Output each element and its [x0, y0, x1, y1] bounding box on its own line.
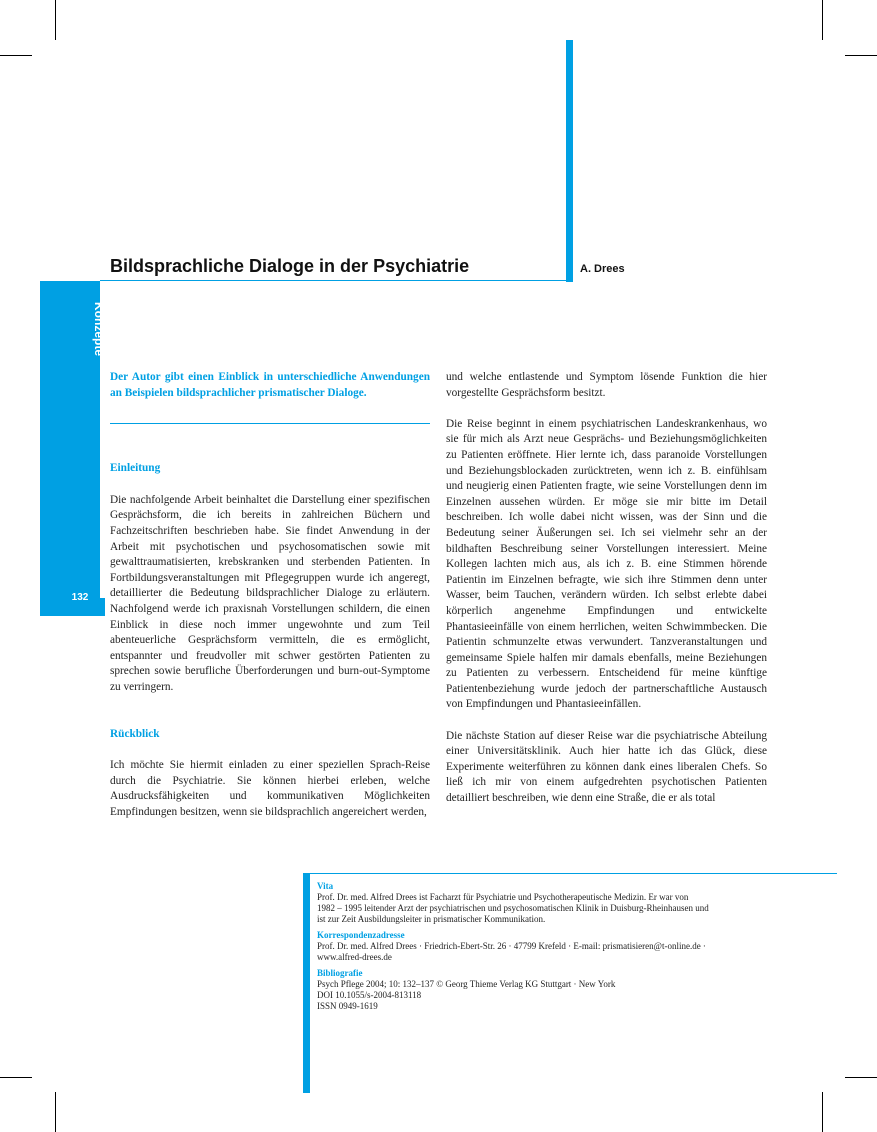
info-accent-bar	[303, 873, 310, 1093]
bibliography-line: DOI 10.1055/s-2004-813118	[317, 990, 422, 1000]
heading-einleitung: Einleitung	[110, 462, 161, 475]
article-author: A. Drees	[580, 263, 625, 275]
heading-rueckblick: Rückblick	[110, 727, 160, 740]
abstract: Der Autor gibt einen Einblick in unterschiedliche Anwendungen an Beispielen bildsprachlicher prismatischer Dialoge.	[110, 371, 430, 399]
vita-line: Prof. Dr. med. Alfred Drees ist Facharzt für Psychiatrie und Psychotherapeutische Medizin. Er war von	[317, 892, 689, 902]
article-title: Bildsprachliche Dialoge in der Psychiatrie	[110, 256, 470, 276]
crop-mark	[55, 1092, 56, 1132]
vita-block	[317, 881, 777, 925]
header-accent-bar	[566, 40, 573, 282]
crop-mark	[845, 1077, 877, 1078]
address-heading: Korrespondenzadresse	[317, 930, 405, 940]
vita-heading: Vita	[317, 881, 334, 891]
paragraph: und welche entlastende und Symptom lösende Funktion die hier vorgestellte Gesprächsform besitzt.	[446, 371, 767, 399]
address-line: www.alfred-drees.de	[317, 952, 392, 962]
crop-mark	[0, 1077, 32, 1078]
bibliography-line: Psych Pflege 2004; 10: 132–137 © Georg Thieme Verlag KG Stuttgart · New York	[317, 979, 616, 989]
crop-mark	[822, 0, 823, 40]
paragraph: Die nächste Station auf dieser Reise war die psychiatrische Abteilung einer Universitätsklinik. Auch hier hatte ich das Glück, diese Experimente weiterführen zu können dank eines liberalen Chefs. So ließ ich mir von einem aufgedrehten psychotischen Patienten detailliert beschreiben, wie denn eine Straße, die er als total	[446, 729, 767, 805]
crop-mark	[845, 55, 877, 56]
paragraph-einleitung: Die nachfolgende Arbeit beinhaltet die Darstellung einer spezifischen Gesprächsform, die ich bereits in zahlreichen Büchern und Fachzeitschriften beschrieben habe. Sie findet Anwendung in der Arbeit mit psychotischen und psychosomatischen sowie mit gewalttraumatisierten, krebskranken und sterbenden Patienten. In Fortbildungsveranstaltungen mit Pflegegruppen wurde ich angeregt, detaillierter die Bedeutung bildsprachlicher Dialoge zu erläutern. Nachfolgend werde ich praxisnah Vorstellungen schildern, die einen Einblick in diese noch immer ungewohnte und zum Teil abenteuerliche Gesprächsform vermitteln, die es ermöglicht, entspannter und freudvoller mit schwer gestörten Patienten zu sprechen sowie berufliche Überforderungen und burn-out-Symptome zu verringern.	[110, 493, 430, 693]
abstract-rule	[110, 423, 430, 424]
crop-mark	[822, 1092, 823, 1132]
bibliography-line: ISSN 0949-1619	[317, 1001, 378, 1011]
bibliography-heading: Bibliografie	[317, 968, 363, 978]
vita-line: ist zur Zeit Ausbildungsleiter in prismatischer Kommunikation.	[317, 914, 546, 924]
section-label: Konzepte	[92, 302, 106, 356]
crop-mark	[55, 0, 56, 40]
bibliography-block	[317, 968, 777, 1012]
title-rule	[100, 280, 570, 281]
address-block	[317, 930, 777, 963]
sidebar-notch	[100, 598, 105, 616]
info-rule	[310, 873, 837, 874]
page-number: 132	[71, 592, 89, 603]
vita-line: 1982 – 1995 leitender Arzt der psychiatrischen und psychosomatischen Klinik in Duisburg-Rheinhausen und	[317, 903, 709, 913]
address-line: Prof. Dr. med. Alfred Drees · Friedrich-Ebert-Str. 26 · 47799 Krefeld · E-mail: prismatisieren@t-online.de ·	[317, 941, 706, 951]
crop-mark	[0, 55, 32, 56]
right-column	[446, 370, 767, 822]
paragraph-rueckblick: Ich möchte Sie hiermit einladen zu einer speziellen Sprach-Reise durch die Psychiatrie. Sie können hierbei erleben, welche Ausdrucksfähigkeiten und kommunikativen Möglichkeiten Empfindungen besitzen, wenn sie bildsprachlich angereichert werden,	[110, 759, 430, 819]
left-column	[110, 370, 430, 836]
info-box	[317, 881, 777, 1017]
paragraph: Die Reise beginnt in einem psychiatrischen Landeskrankenhaus, wo sie für mich als Arzt neue Gesprächs- und Beziehungsmöglichkeiten zu Patienten eröffnete. Hier lernte ich, dass paranoide Vorstellungen und Beziehungsblockaden zurücktreten, wenn ich z. B. einfühlsam und neugierig einen Patienten fragte, wie seine Vorstellungen denn im Einzelnen aussehen würden. Er möge sie mir bitte im Detail beschreiben. Ich wolle dabei nicht wissen, was der Sinn und die Bedeutung seiner Äußerungen sei. Ich sei vielmehr sehr an der bildhaften Beschreibung seiner Vorstellungen interessiert. Meine Kollegen lachten mich aus, als ich z. B. eine Stimmen hörende Patientin im Einzelnen befragte, wie sich ihre Stimmen denn unter Wasser, beim Tauchen, verändern würden. Ich selbst erlebte dabei körperlich angenehme Empfindungen und entwickelte Phantasieeinfälle von einem herrlichen, weiten Schwimmbecken. Die Patientin schmunzelte etwas verwundert. Tanzveranstaltungen und gemeinsame Spiele halfen mir damals ebenfalls, meine Beziehungen zu Patienten zu verbessern. Entscheidend für meine künftige Patientenbeziehung wurde jedoch der partnerschaftliche Austausch von Empfindungen und Phantasieeinfällen.	[446, 417, 767, 711]
